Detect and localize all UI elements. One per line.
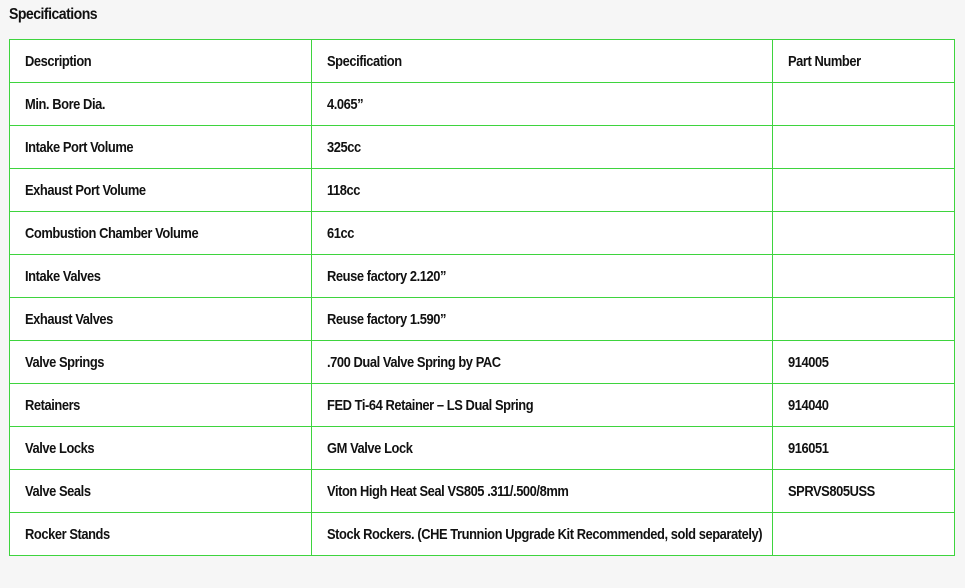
table-row: [10, 169, 955, 212]
specification-cell: Reuse factory 1.590”: [312, 298, 773, 341]
specification-cell: Reuse factory 2.120”: [312, 255, 773, 298]
table-row: [10, 427, 955, 470]
part-number-cell: [773, 212, 955, 255]
table-row: [10, 470, 955, 513]
specification-cell: 61cc: [312, 212, 773, 255]
description-cell: Combustion Chamber Volume: [10, 212, 312, 255]
part-number-cell: [773, 169, 955, 212]
part-number-cell: [773, 126, 955, 169]
part-number-cell: [773, 513, 955, 556]
table-row: [10, 513, 955, 556]
header-part-number: Part Number: [773, 40, 955, 83]
specification-cell: 118cc: [312, 169, 773, 212]
part-number-cell: 914005: [773, 341, 955, 384]
description-cell: Exhaust Valves: [10, 298, 312, 341]
part-number-cell: SPRVS805USS: [773, 470, 955, 513]
table-row: [10, 255, 955, 298]
section-title: Specifications: [9, 6, 98, 23]
specifications-table: [9, 39, 955, 556]
part-number-cell: [773, 255, 955, 298]
specification-cell: Stock Rockers. (CHE Trunnion Upgrade Kit Recommended, sold separately): [312, 513, 773, 556]
specification-cell: .700 Dual Valve Spring by PAC: [312, 341, 773, 384]
specification-cell: 325cc: [312, 126, 773, 169]
part-number-cell: 916051: [773, 427, 955, 470]
specification-cell: Viton High Heat Seal VS805 .311/.500/8mm: [312, 470, 773, 513]
table-row: [10, 83, 955, 126]
description-cell: Valve Springs: [10, 341, 312, 384]
part-number-cell: [773, 298, 955, 341]
description-cell: Valve Seals: [10, 470, 312, 513]
header-specification: Specification: [312, 40, 773, 83]
table-header-row: [10, 40, 955, 83]
specification-cell: FED Ti-64 Retainer – LS Dual Spring: [312, 384, 773, 427]
header-description: Description: [10, 40, 312, 83]
description-cell: Exhaust Port Volume: [10, 169, 312, 212]
table-row: [10, 212, 955, 255]
specification-cell: GM Valve Lock: [312, 427, 773, 470]
part-number-cell: [773, 83, 955, 126]
table-row: [10, 298, 955, 341]
table-row: [10, 126, 955, 169]
table-row: [10, 384, 955, 427]
table-row: [10, 341, 955, 384]
description-cell: Valve Locks: [10, 427, 312, 470]
description-cell: Intake Valves: [10, 255, 312, 298]
description-cell: Rocker Stands: [10, 513, 312, 556]
part-number-cell: 914040: [773, 384, 955, 427]
description-cell: Intake Port Volume: [10, 126, 312, 169]
specification-cell: 4.065”: [312, 83, 773, 126]
description-cell: Min. Bore Dia.: [10, 83, 312, 126]
description-cell: Retainers: [10, 384, 312, 427]
